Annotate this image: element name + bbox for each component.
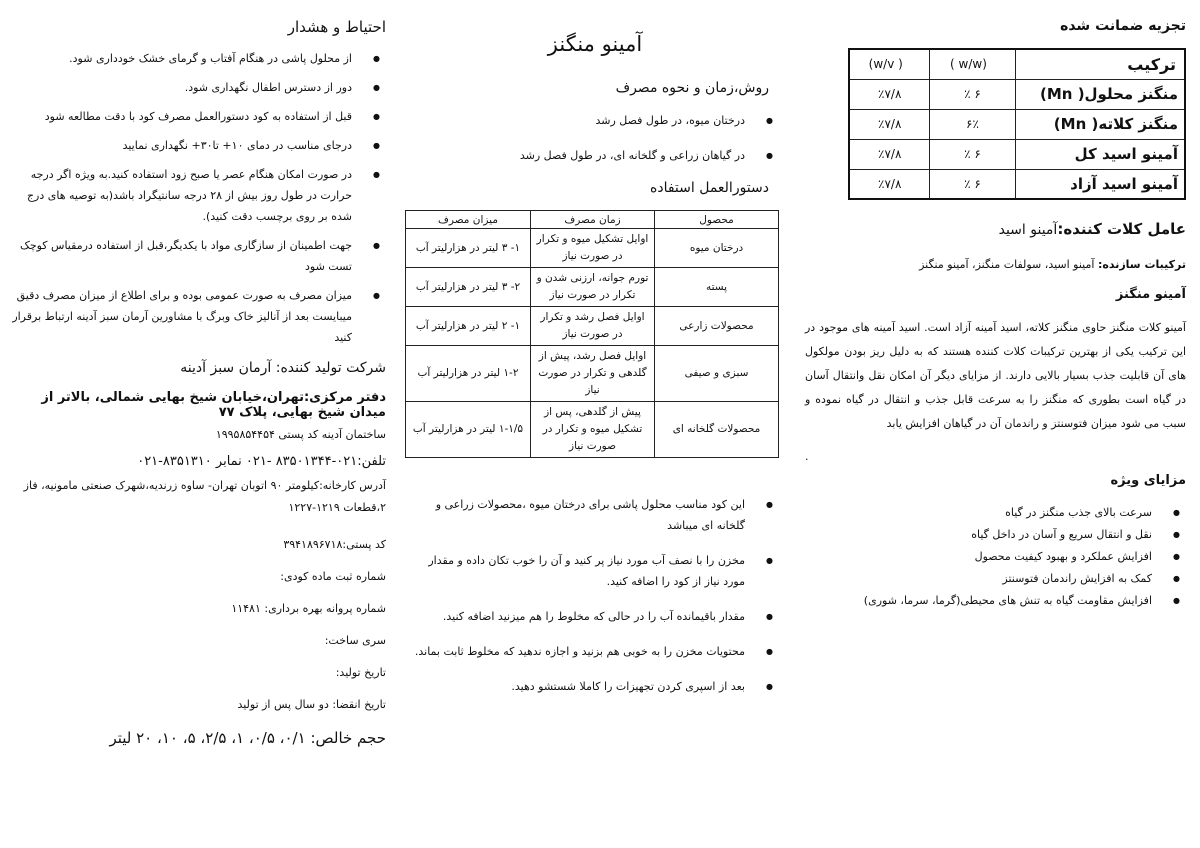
method-list <box>411 110 779 166</box>
component-ww: ۶ ٪ <box>930 79 1015 109</box>
chelating-label: عامل کلات کننده: <box>1057 220 1186 238</box>
table-row <box>406 307 779 346</box>
cell-time: پیش از گلدهی، پس از تشکیل میوه و تکرار در صورت نیاز <box>531 402 655 458</box>
advantage-item: ● کمک به افزایش راندمان فتوسنتز <box>805 568 1186 590</box>
production-date: تاریخ تولید: <box>335 666 386 679</box>
note-item: ● مخزن را با نصف آب مورد نیاز پر کنید و آن را خوب تکان داده و مقدار مورد نیاز از کود را اضافه کنید. <box>411 550 779 592</box>
chelating-agent <box>805 220 1186 238</box>
guarantee-table <box>848 48 1186 200</box>
component-wv: ٪۷/۸ <box>849 139 930 169</box>
component-name: آمینو اسید آزاد <box>1015 169 1185 199</box>
header-composition: ترکیب <box>1015 49 1185 79</box>
series-field: سری ساخت: <box>324 634 386 647</box>
middle-column <box>405 0 785 848</box>
right-column <box>795 0 1200 848</box>
factory-address: آدرس کارخانه:کیلومتر ۹۰ اتوبان تهران- ساوه زرندیه،شهرک صنعتی مامونیه، فاز ۲،قطعات ۱۲۱۹-۱۲۲۷ <box>23 479 386 514</box>
component-ww: ۶ ٪ <box>930 169 1015 199</box>
notes-list <box>411 494 779 697</box>
table-row <box>406 402 779 458</box>
note-item: ● این کود مناسب محلول پاشی برای درختان میوه ،محصولات زراعی و گلخانه ای میباشد <box>411 494 779 536</box>
caution-item: ● دور از دسترس اطفال نگهداری شود. <box>6 77 386 98</box>
component-wv: ٪۷/۸ <box>849 169 930 199</box>
note-item: ● محتویات مخزن را به خوبی هم بزنید و اجازه ندهید که مخلوط ثابت بماند. <box>411 641 779 662</box>
header-amount: میزان مصرف <box>406 211 531 229</box>
cell-time: اوایل تشکیل میوه و تکرار در صورت نیاز <box>531 229 655 268</box>
left-column <box>0 0 400 848</box>
component-name: منگنز کلاته( Mn) <box>1015 109 1185 139</box>
usage-table <box>405 210 779 458</box>
caution-item: ● میزان مصرف به صورت عمومی بوده و برای اطلاع از میزان مصرف دقیق میبایست بعد از آنالیز خاک وبرگ با مشاورین آرمان سبز آدینه ارتباط برقرار کنید <box>6 285 386 348</box>
guarantee-title: تجزیه ضمانت شده <box>1060 18 1186 34</box>
table-row <box>849 169 1185 199</box>
component-wv: ٪۷/۸ <box>849 109 930 139</box>
cell-product: پسته <box>655 268 779 307</box>
table-row <box>849 139 1185 169</box>
table-row <box>406 268 779 307</box>
cell-product: محصولات زارعی <box>655 307 779 346</box>
amino-description: آمینو کلات منگنز حاوی منگنز کلاته، اسید آمینه آزاد است. اسید آمینه های موجود در این ترکیب یکی از بهترین ترکیبات کلات کننده هستند که به دلیل ریز بودن مولکول های آن قابلیت جذب بسیار بالایی دارند. از مزایای دیگر آن امکان نقل وانتقال آسان در گیاه است بطوری که منگنز را به سرعت قابل جذب و انتقال در گیاه نموده و سبب می شود میزان فتوسنتز و راندمان آن در گیاهان افزایش یابد <box>805 321 1186 430</box>
cell-amount: ۲- ۳ لیتر در هزارلیتر آب <box>406 268 531 307</box>
cell-amount: ۱- ۳ لیتر در هزارلیتر آب <box>406 229 531 268</box>
stray-dot: . <box>805 450 809 463</box>
cell-product: محصولات گلخانه ای <box>655 402 779 458</box>
note-item: ● مقدار باقیمانده آب را در حالی که مخلوط را هم میزنید اضافه کنید. <box>411 606 779 627</box>
caution-item: ● در صورت امکان هنگام عصر یا صبح زود استفاده کنید.به ویژه اگر درجه حرارت در طول روز بیش از ۲۸ درجه سانتیگراد باشد(به توصیه های درج شده بر روی برچسب دقت کنید). <box>6 164 386 227</box>
cell-amount: ۱- ۲ لیتر در هزارلیتر آب <box>406 307 531 346</box>
header-wv: ( w/v) <box>849 49 930 79</box>
table-header-row <box>406 211 779 229</box>
cell-time: اوایل فصل رشد و تکرار در صورت نیاز <box>531 307 655 346</box>
advantage-item: ● افزایش مقاومت گیاه به تنش های محیطی(گرما، سرما، شوری) <box>805 590 1186 612</box>
registration-number: شماره ثبت ماده کودی: <box>280 570 386 583</box>
amino-title: آمینو منگنز <box>1115 287 1186 302</box>
components-value: آمینو اسید، سولفات منگنز، آمینو منگنز <box>919 258 1095 271</box>
cell-amount: ۱-۲ لیتر در هزارلیتر آب <box>406 346 531 402</box>
building-postal: ساختمان آدینه کد پستی ۱۹۹۵۸۵۴۴۵۴ <box>215 428 386 441</box>
component-name: آمینو اسید کل <box>1015 139 1185 169</box>
caution-title: احتیاط و هشدار <box>287 18 386 36</box>
company-name: شرکت تولید کننده: آرمان سبز آدینه <box>180 360 386 376</box>
expiry-date: تاریخ انقضا: دو سال پس از تولید <box>237 698 386 711</box>
caution-item: ● قبل از استفاده به کود دستورالعمل مصرف کود با دقت مطالعه شود <box>6 106 386 127</box>
advantages-list <box>805 502 1186 612</box>
cell-amount: ۱-۱/۵ لیتر در هزارلیتر آب <box>406 402 531 458</box>
advantage-item: ● نقل و انتقال سریع و آسان در داخل گیاه <box>805 524 1186 546</box>
advantage-item: ● سرعت بالای جذب منگنز در گیاه <box>805 502 1186 524</box>
header-time: زمان مصرف <box>531 211 655 229</box>
method-item: ● در گیاهان زراعی و گلخانه ای، در طول فصل رشد <box>411 145 779 166</box>
component-wv: ٪۷/۸ <box>849 79 930 109</box>
component-ww: ۶٪ <box>930 109 1015 139</box>
net-volume: حجم خالص: ۰/۱، ۰/۵، ۱، ۲/۵، ۵، ۱۰، ۲۰ لیتر <box>109 729 386 747</box>
method-item: ● درختان میوه، در طول فصل رشد <box>411 110 779 131</box>
header-ww: (w/w ) <box>930 49 1015 79</box>
phone-fax: تلفن:۰۲۱-۸۳۵۰۱۳۴۴ -۰۲۱ نمابر ۸۳۵۱۳۱۰-۰۲۱ <box>137 454 386 469</box>
postal-code: کد پستی:۳۹۴۱۸۹۶۷۱۸ <box>283 538 386 551</box>
table-row <box>849 79 1185 109</box>
components <box>805 258 1186 271</box>
cell-time: تورم جوانه، ارزنی شدن و تکرار در صورت نیاز <box>531 268 655 307</box>
component-ww: ۶ ٪ <box>930 139 1015 169</box>
table-row <box>406 346 779 402</box>
header-product: محصول <box>655 211 779 229</box>
caution-item: ● از محلول پاشی در هنگام آفتاب و گرمای خشک خودداری شود. <box>6 48 386 69</box>
guarantee-header-row <box>849 49 1185 79</box>
advantage-item: ● افزایش عملکرد و بهبود کیفیت محصول <box>805 546 1186 568</box>
table-row <box>849 109 1185 139</box>
product-title: آمینو منگنز <box>547 32 643 56</box>
advantages-title: مزایای ویژه <box>1110 473 1186 488</box>
cell-product: سبزی و صیفی <box>655 346 779 402</box>
instructions-title: دستورالعمل استفاده <box>650 180 769 196</box>
caution-item: ● جهت اطمینان از سازگاری مواد با یکدیگر،قبل از استفاده درمقیاس کوچک تست شود <box>6 235 386 277</box>
caution-item: ● درجای مناسب در دمای ۱۰+ تا۳۰+ نگهداری نمایید <box>6 135 386 156</box>
cell-time: اوایل فصل رشد، پیش از گلدهی و تکرار در صورت نیاز <box>531 346 655 402</box>
components-label: ترکیبات سازنده: <box>1097 258 1186 271</box>
cell-product: درختان میوه <box>655 229 779 268</box>
note-item: ● بعد از اسپری کردن تجهیزات را کاملا شستشو دهید. <box>411 676 779 697</box>
component-name: منگنز محلول( Mn) <box>1015 79 1185 109</box>
chelating-value: آمینو اسید <box>998 222 1058 238</box>
license-number: شماره پروانه بهره برداری: ۱۱۴۸۱ <box>231 602 386 615</box>
method-title: روش،زمان و نحوه مصرف <box>615 80 769 96</box>
office-address: دفتر مرکزی:تهران،خیابان شیخ بهایی شمالی، بالاتر از میدان شیخ بهایی، پلاک ۷۷ <box>41 390 386 420</box>
caution-list <box>6 48 386 348</box>
table-row <box>406 229 779 268</box>
